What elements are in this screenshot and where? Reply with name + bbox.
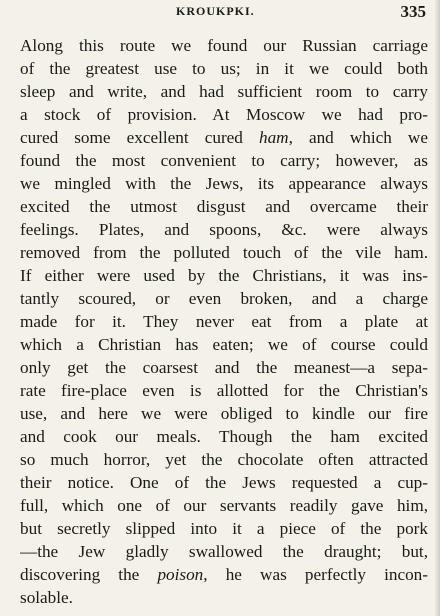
text-line: which a Christian has eaten; we of course could [20,335,428,354]
text-line: but secretly slipped into it a piece of the pork [20,519,428,538]
text-line: solable. [20,588,73,607]
page-number: 335 [400,2,426,21]
text-line: and cook our meals. Though the ham excited [20,427,428,446]
text-line: —the Jew gladly swallowed the draught; but, [20,542,428,561]
text-line: found the most convenient to carry; however, as [20,151,428,170]
text-line: only get the coarsest and the meanest—a sepa- [20,358,428,377]
text-line: feelings. Plates, and spoons, &c. were always [20,220,428,239]
text-line: cured some excellent cured ham, and which we [20,128,428,147]
text-line: of the greatest use to us; in it we could both [20,59,428,78]
text-line: made for it. They never eat from a plate at [20,312,428,331]
text-line: removed from the polluted touch of the vile ham. [20,243,428,262]
text-line: rate fire-place even is allotted for the Christian's [20,381,428,400]
text-line: If either were used by the Christians, it was ins- [20,266,428,285]
italic-word: poison [157,565,204,584]
running-head [16,4,426,24]
page-edge-shadow [434,0,440,616]
italic-word: ham [258,128,289,147]
text-line: full, which one of our servants readily gave him, [20,496,428,515]
text-line: tantly scoured, or even broken, and a charge [20,289,428,308]
running-title: KROUKPKI. [176,4,255,18]
text-line: a stock of provision. At Moscow we had pro- [20,105,428,124]
text-line: use, and here we were obliged to kindle our fire [20,404,428,423]
text-line: excited the utmost disgust and overcame their [20,197,428,216]
text-line: sleep and write, and had sufficient room to carry [20,82,428,101]
text-line: Along this route we found our Russian carriage [20,36,428,55]
text-line: so much horror, yet the chocolate often attracted [20,450,428,469]
text-line: discovering the poison, he was perfectly incon- [20,565,428,584]
body-paragraph [20,34,428,609]
text-line: we mingled with the Jews, its appearance always [20,174,428,193]
text-line: their notice. One of the Jews requested a cup- [20,473,428,492]
